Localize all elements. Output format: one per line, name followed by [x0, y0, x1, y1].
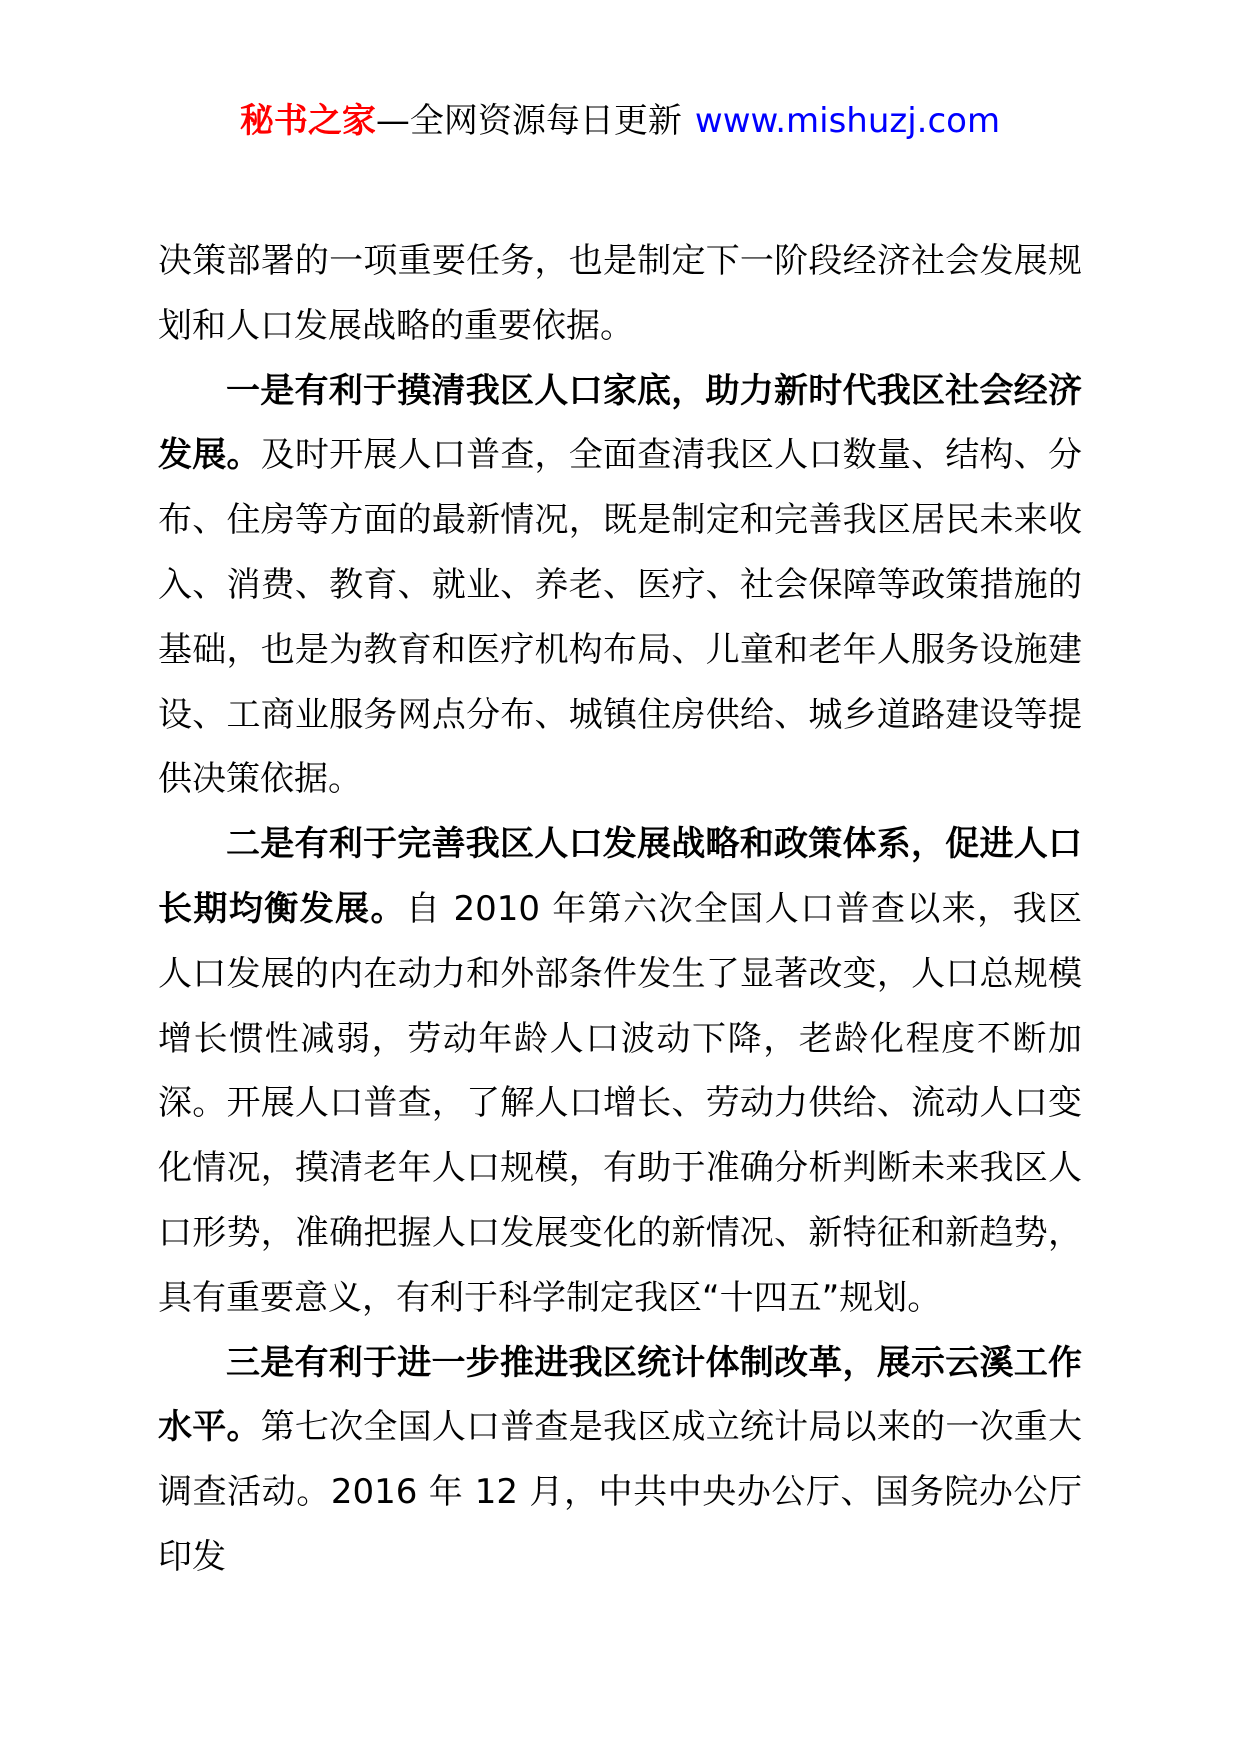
paragraph-text: 自 2010 年第六次全国人口普查以来，我区人口发展的内在动力和外部条件发生了显著改变，人口总规模增长惯性减弱，劳动年龄人口波动下降，老龄化程度不断加深。开展人口普查，了解人口增长、劳动力供给、流动人口变化情况，摸清老年人口规模，有助于准确分析判断未来我区人口形势，准确把握人口发展变化的新情况、新特征和新趋势，具有重要意义，有利于科学制定我区“十四五”规划。: [158, 888, 1082, 1318]
body-paragraph: [158, 229, 1082, 359]
paragraph-text: 第七次全国人口普查是我区成立统计局以来的一次重大调查活动。2016 年 12 月，中共中央办公厅、国务院办公厅印发: [158, 1407, 1083, 1577]
site-tagline: 全网资源每日更新: [409, 101, 682, 141]
paragraph-lead-bold: 一是有利于摸清我区人口家底，助力新时代我区社会经济发展。: [158, 370, 1082, 476]
document-body: [158, 229, 1082, 1590]
site-brand: 秘书之家: [239, 101, 376, 141]
paragraph-text: 决策部署的一项重要任务，也是制定下一阶段经济社会发展规划和人口发展战略的重要依据。: [158, 241, 1082, 346]
paragraph-text: 及时开展人口普查，全面查清我区人口数量、结构、分布、住房等方面的最新情况，既是制定和完善我区居民未来收入、消费、教育、就业、养老、医疗、社会保障等政策措施的基础，也是为教育和医疗机构布局、儿童和老年人服务设施建设、工商业服务网点分布、城镇住房供给、城乡道路建设等提供决策依据。: [158, 435, 1083, 800]
header-dash-separator: —: [375, 101, 410, 141]
paragraph-lead-bold: 三是有利于进一步推进我区统计体制改革，展示云溪工作水平。: [158, 1342, 1082, 1448]
site-header: [0, 0, 1240, 141]
paragraph-lead-bold: 二是有利于完善我区人口发展战略和政策体系，促进人口长期均衡发展。: [158, 824, 1082, 929]
site-url-link[interactable]: www.mishuzj.com: [694, 101, 1001, 141]
body-paragraph: [158, 1331, 1082, 1590]
body-paragraph: [158, 812, 1082, 1330]
body-paragraph: [158, 359, 1082, 813]
